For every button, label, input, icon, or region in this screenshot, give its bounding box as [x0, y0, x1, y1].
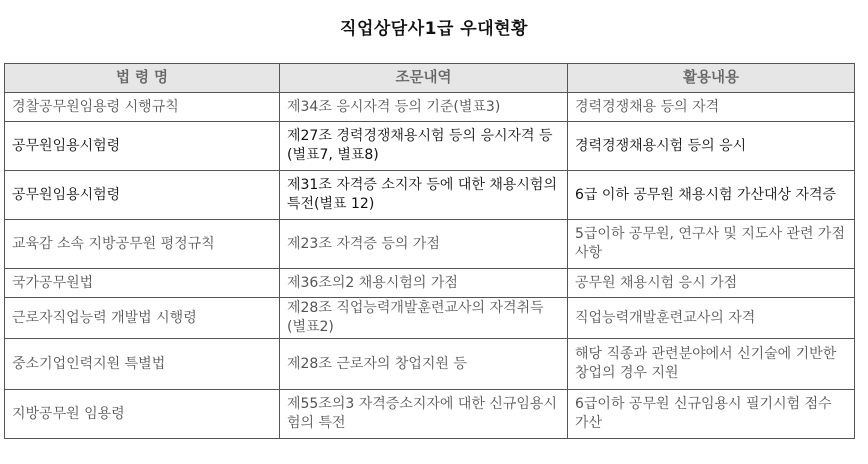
article-cell: 제27조 경력경쟁채용시험 등의 응시자격 등(별표7, 별표8) [280, 122, 568, 171]
law-cell: 중소기업인력지원 특별법 [5, 339, 280, 390]
table-row [5, 269, 855, 298]
table-row [5, 220, 855, 269]
usage-cell: 6급이하 공무원 신규임용시 필기시험 점수 가산 [568, 390, 855, 439]
table-row [5, 171, 855, 220]
usage-cell: 경력경쟁채용 등의 자격 [568, 93, 855, 122]
header-law-name: 법 령 명 [5, 64, 280, 93]
law-cell: 교육감 소속 지방공무원 평정규칙 [5, 220, 280, 269]
usage-cell: 공무원 채용시험 응시 가점 [568, 269, 855, 298]
table-row [5, 390, 855, 439]
table-row [5, 93, 855, 122]
law-cell: 국가공무원법 [5, 269, 280, 298]
page-title: 직업상담사1급 우대현황 [340, 19, 528, 39]
article-cell: 제31조 자격증 소지자 등에 대한 채용시험의 특전(별표 12) [280, 171, 568, 220]
header-article: 조문내역 [280, 64, 568, 93]
article-cell: 제55조의3 자격증소지자에 대한 신규임용시험의 특전 [280, 390, 568, 439]
benefits-table [4, 63, 855, 439]
law-cell: 공무원임용시험령 [5, 171, 280, 220]
law-cell: 지방공무원 임용령 [5, 390, 280, 439]
usage-cell: 6급 이하 공무원 채용시험 가산대상 자격증 [568, 171, 855, 220]
table-row [5, 339, 855, 390]
article-cell: 제34조 응시자격 등의 기준(별표3) [280, 93, 568, 122]
article-cell: 제23조 자격증 등의 가점 [280, 220, 568, 269]
table-row [5, 298, 855, 339]
usage-cell: 5급이하 공무원, 연구사 및 지도사 관련 가점사항 [568, 220, 855, 269]
law-cell: 경찰공무원임용령 시행규칙 [5, 93, 280, 122]
usage-cell: 경력경쟁채용시험 등의 응시 [568, 122, 855, 171]
table-row [5, 122, 855, 171]
usage-cell: 직업능력개발훈련교사의 자격 [568, 298, 855, 339]
usage-cell: 해당 직종과 관련분야에서 신기술에 기반한 창업의 경우 지원 [568, 339, 855, 390]
law-cell: 근로자직업능력 개발법 시행령 [5, 298, 280, 339]
article-cell: 제28조 근로자의 창업지원 등 [280, 339, 568, 390]
header-usage: 활용내용 [568, 64, 855, 93]
article-cell: 제36조의2 채용시험의 가점 [280, 269, 568, 298]
table-header-row [5, 64, 855, 93]
article-cell: 제28조 직업능력개발훈련교사의 자격취득(별표2) [280, 298, 568, 339]
law-cell: 공무원임용시험령 [5, 122, 280, 171]
